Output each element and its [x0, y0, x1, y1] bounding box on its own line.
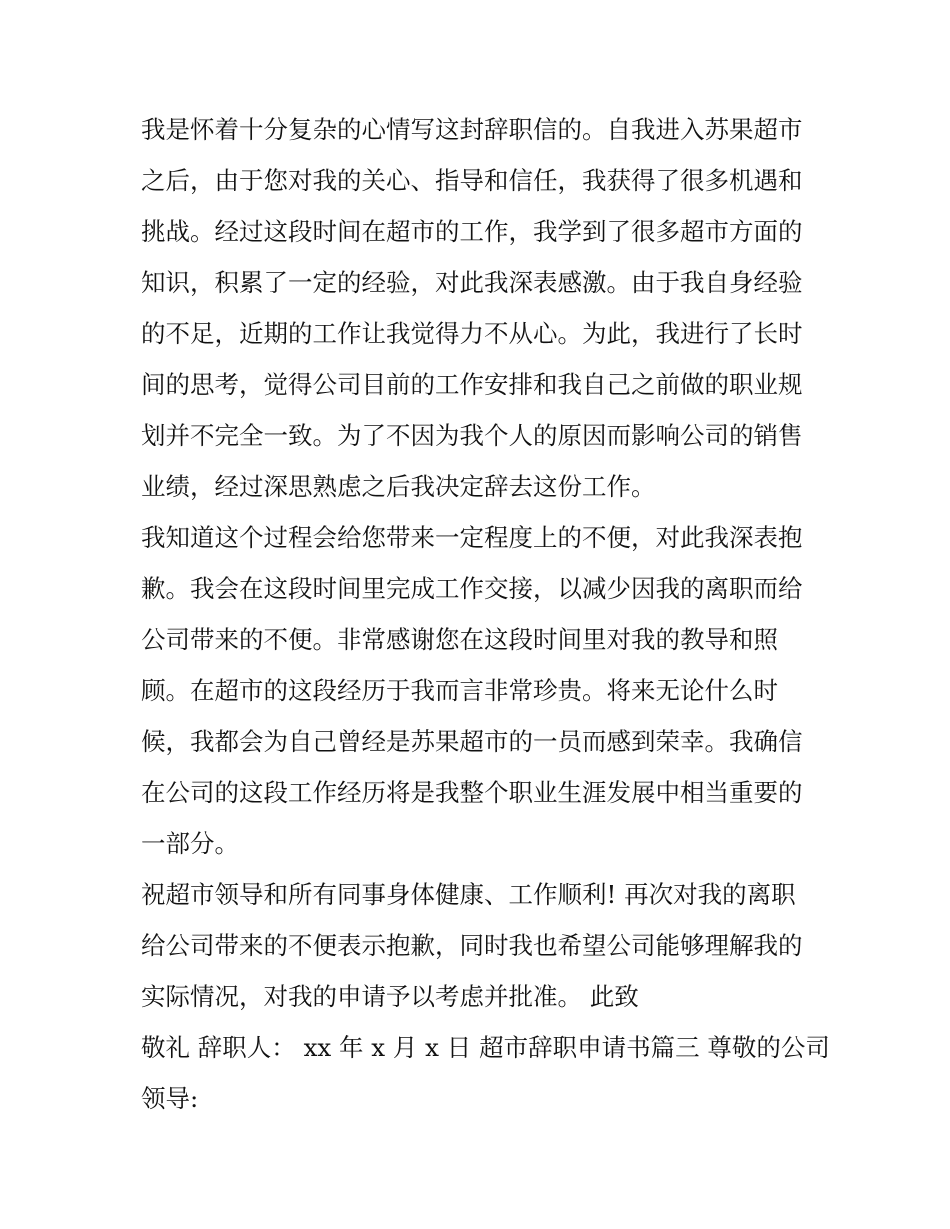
text-line: 领导: [141, 1084, 199, 1113]
text-line: 候，我都会为自己曾经是苏果超市的一员而感到荣幸。我确信 [141, 727, 803, 756]
text-line: 一部分。 [141, 829, 239, 858]
text-line: 给公司带来的不便表示抱歉，同时我也希望公司能够理解我的 [141, 931, 803, 960]
text-line: 划并不完全一致。为了不因为我个人的原因而影响公司的销售 [141, 421, 803, 450]
text-line: 实际情况，对我的申请予以考虑并批准。 此致 [141, 982, 639, 1011]
text-line: 顾。在超市的这段经历于我而言非常珍贵。将来无论什么时 [141, 676, 778, 705]
text-line: 我知道这个过程会给您带来一定程度上的不便，对此我深表抱 [141, 523, 803, 552]
text-line: 敬礼 辞职人： xx 年 x 月 x 日 超市辞职申请书篇三 尊敬的公司 [141, 1033, 830, 1062]
text-line: 知识，积累了一定的经验，对此我深表感激。由于我自身经验 [141, 268, 803, 297]
text-line: 公司带来的不便。非常感谢您在这段时间里对我的教导和照 [141, 625, 778, 654]
text-line: 之后，由于您对我的关心、指导和信任，我获得了很多机遇和 [141, 166, 803, 195]
text-line: 歉。我会在这段时间里完成工作交接，以减少因我的离职而给 [141, 574, 803, 603]
text-line: 挑战。经过这段时间在超市的工作，我学到了很多超市方面的 [141, 217, 803, 246]
text-line: 祝超市领导和所有同事身体健康、工作顺利! 再次对我的离职 [141, 880, 796, 909]
text-line: 业绩，经过深思熟虑之后我决定辞去这份工作。 [141, 472, 656, 501]
text-line: 的不足，近期的工作让我觉得力不从心。为此，我进行了长时 [141, 319, 803, 348]
letter-body [141, 104, 830, 1124]
text-line: 在公司的这段工作经历将是我整个职业生涯发展中相当重要的 [141, 778, 803, 807]
text-line: 我是怀着十分复杂的心情写这封辞职信的。自我进入苏果超市 [141, 115, 803, 144]
text-line: 间的思考，觉得公司目前的工作安排和我自己之前做的职业规 [141, 370, 803, 399]
